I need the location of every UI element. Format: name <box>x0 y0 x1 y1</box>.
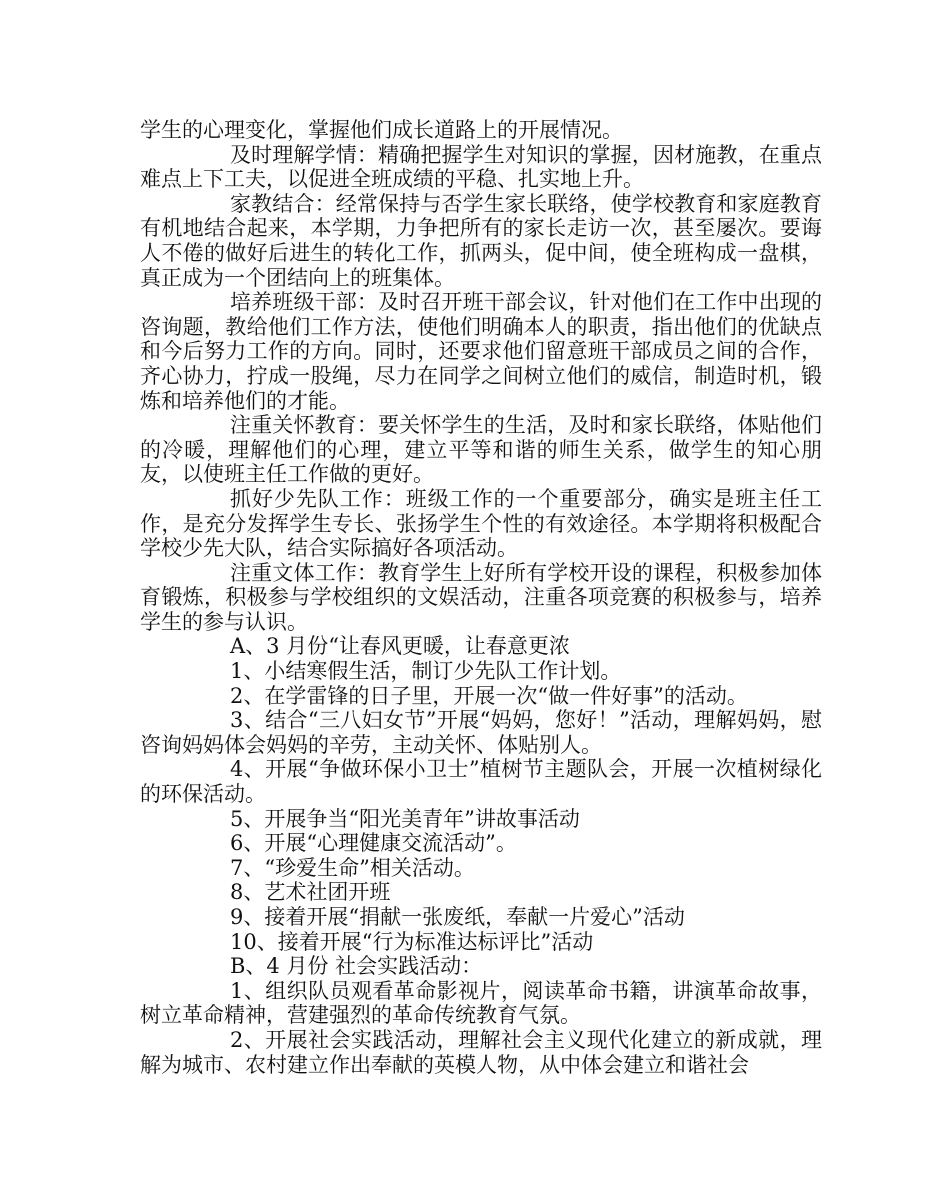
paragraph-6: 抓好少先队工作：班级工作的一个重要部分，确实是班主任工作，是充分发挥学生专长、张扬学生个性的有效途径。本学期将积极配合学校少先大队，结合实际搞好各项活动。 <box>140 486 822 561</box>
document-page <box>140 118 822 1077</box>
list-item: 5、开展争当“阳光美青年”讲故事活动 <box>230 806 580 831</box>
list-item: 4、开展“争做环保小卫士”植树节主题队会，开展一次植树绿化的环保活动。 <box>140 757 822 807</box>
paragraph-4: 培养班级干部：及时召开班干部会议，针对他们在工作中出现的咨询题，教给他们工作方法，使他们明确本人的职责，指出他们的优缺点和今后努力工作的方向。同时，还要求他们留意班干部成员之间的合作，齐心协力，拧成一股绳，尽力在同学之间树立他们的威信，制造时机，锻炼和培养他们的才能。 <box>140 290 822 413</box>
list-item: 10、接着开展“行为标准达标评比”活动 <box>230 929 594 954</box>
paragraph-3: 家教结合：经常保持与否学生家长联络，使学校教育和家庭教育有机地结合起来，本学期，力争把所有的家长走访一次，甚至屡次。要诲人不倦的做好后进生的转化工作，抓两头，促中间，使全班构成一盘棋，真正成为一个团结向上的班集体。 <box>140 191 822 290</box>
list-item: 1、小结寒假生活，制订少先队工作计划。 <box>230 659 622 684</box>
paragraph-5: 注重关怀教育：要关怀学生的生活，及时和家长联络，体贴他们的冷暖，理解他们的心理，建立平等和谐的师生关系，做学生的知心朋友，以使班主任工作做的更好。 <box>140 413 822 487</box>
list-item: 2、在学雷锋的日子里，开展一次“做一件好事”的活动。 <box>230 683 748 708</box>
list-item: 6、开展“心理健康交流活动”。 <box>230 831 517 856</box>
section-heading-march: A、3 月份“让春风更暖，让春意更浓 <box>230 634 570 659</box>
paragraph-2: 及时理解学情：精确把握学生对知识的掌握，因材施教，在重点难点上下工夫，以促进全班成绩的平稳、扎实地上升。 <box>140 142 822 192</box>
list-item: 3、结合“三八妇女节”开展“妈妈，您好！”活动，理解妈妈，慰咨询妈妈体会妈妈的辛劳，主动关怀、体贴别人。 <box>140 708 822 757</box>
list-item: 9、接着开展“捐献一张废纸，奉献一片爱心”活动 <box>230 905 685 929</box>
list-item: 7、“珍爱生命”相关活动。 <box>230 855 475 880</box>
paragraph-1: 学生的心理变化，掌握他们成长道路上的开展情况。 <box>140 118 623 142</box>
list-item: 1、组织队员观看革命影视片，阅读革命书籍，讲演革命故事，树立革命精神，营建强烈的革命传统教育气氛。 <box>140 978 822 1028</box>
section-heading-april: B、4 月份 社会实践活动： <box>230 954 483 979</box>
list-item: 2、开展社会实践活动，理解社会主义现代化建立的新成就，理解为城市、农村建立作出奉献的英模人物，从中体会建立和谐社会 <box>140 1027 822 1077</box>
list-item: 8、艺术社团开班 <box>230 880 391 905</box>
paragraph-7: 注重文体工作：教育学生上好所有学校开设的课程，积极参加体育锻炼，积极参与学校组织的文娱活动，注重各项竞赛的积极参与，培养学生的参与认识。 <box>140 560 822 634</box>
